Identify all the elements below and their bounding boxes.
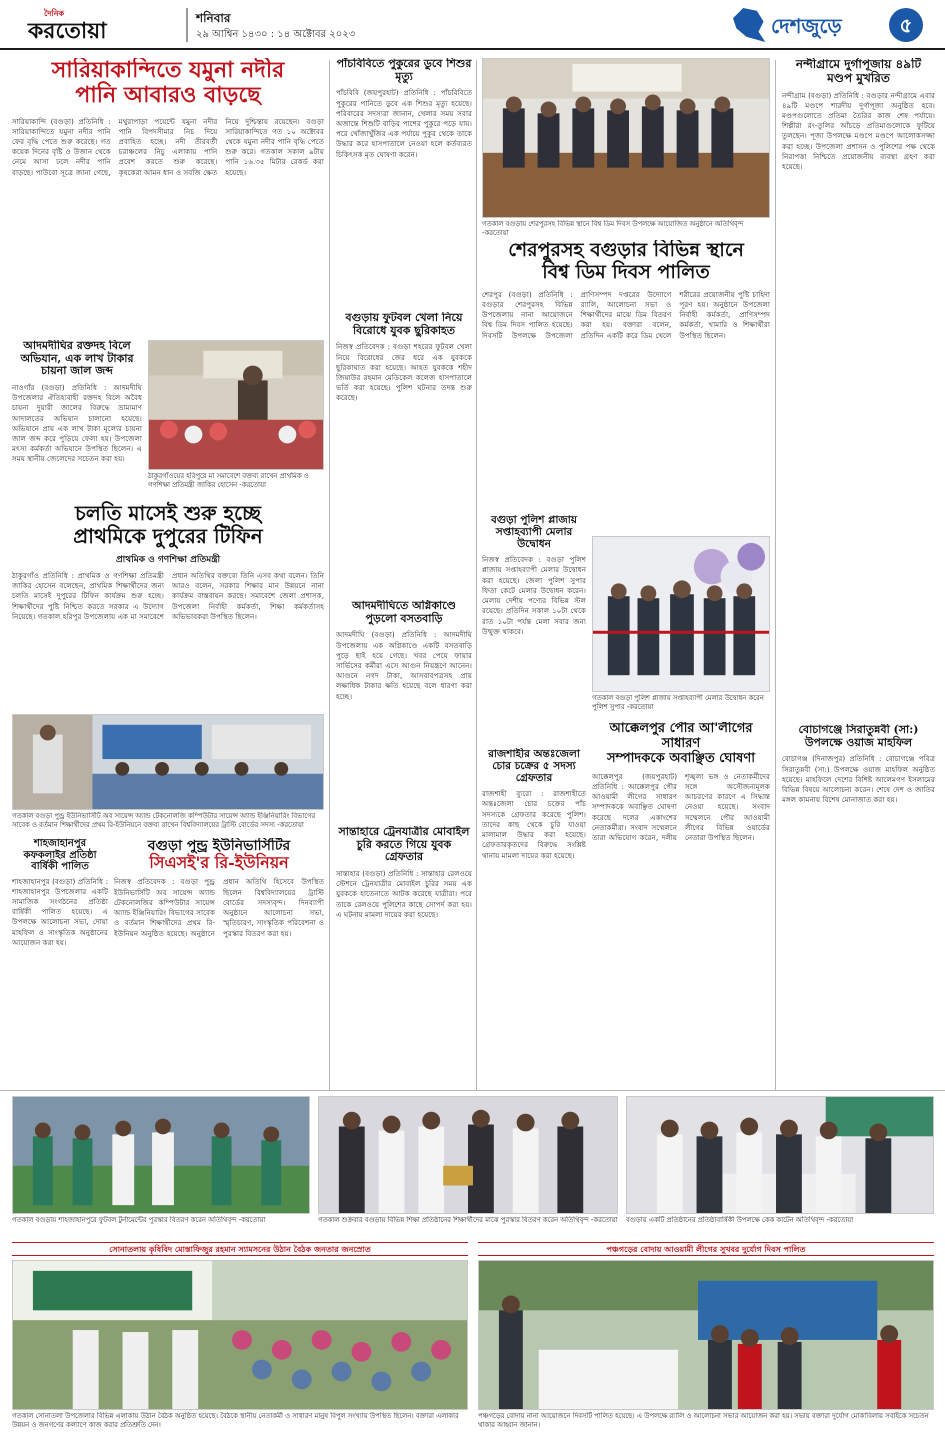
article-sariakandi — [12, 58, 324, 338]
masthead-divider — [186, 8, 188, 42]
article-headline: সান্তাহারে ট্রেনযাত্রীর মোবাইল চুরি করতে গিয়ে যুবক গ্রেফতার — [338, 826, 470, 864]
article-body: সান্তাহার (বগুড়া) প্রতিনিধি : সান্তাহার রেলওয়ে স্টেশনে ট্রেনযাত্রীর মোবাইল চুরির সময় এক যুবককে হাতেনাতে আটক করেছে যাত্রীরা। পরে তাকে রেলওয়ে পুলিশের কাছে সোপর্দ করা হয়। এ ঘটনায় মামলা দায়ের করা হয়েছে। — [336, 868, 472, 919]
article-body: শেরপুর (বগুড়া) প্রতিনিধি : বগুড়ার শেরপুরসহ বিভিন্ন উপজেলায় নানা আয়োজনে বিশ্ব ডিম দিবস পালিত হয়েছে। দিবসটি উপলক্ষে উপজেলা প্রাণিসম্পদ দপ্তরের উদ্যোগে র‌্যালি, আলোচনা সভা ও শিক্ষার্থীদের মাঝে ডিম বিতরণ করা হয়। বক্তারা বলেন, প্রতিদিন একটি করে ডিম খেলে শরীরের প্রয়োজনীয় পুষ্টি চাহিদা পূরণ হয়। অনুষ্ঠানে উপজেলা নির্বাহী কর্মকর্তা, প্রাণিসম্পদ কর্মকর্তা, খামারি ও শিক্ষার্থীরা উপস্থিত ছিলেন। — [482, 289, 770, 340]
photo-mother-rally — [148, 340, 324, 470]
row-rule — [0, 1090, 945, 1091]
article-headline: বোচাগঞ্জে সিরাতুন্নবী (সা:) উপলক্ষে ওয়াজ মাহফিল — [798, 724, 919, 749]
photo-image — [319, 1097, 617, 1213]
photo-caption: গতকাল বগুড়ায় শেরপুরসহ বিভিন্ন স্থানে বিশ্ব ডিম দিবস উপলক্ষে আয়োজিত অনুষ্ঠানে অতিথিবৃন্দ -করতোয়া — [482, 220, 744, 238]
publication-day: শনিবার — [196, 11, 231, 25]
article-tiffin — [12, 476, 324, 708]
article-body: বোচাগঞ্জ (দিনাজপুর) প্রতিনিধি : বোচাগঞ্জে পবিত্র সিরাতুন্নবী (সা:) উপলক্ষে ওয়াজ মাহফিল অনুষ্ঠিত হয়েছে। মাহফিলে দেশের বিশিষ্ট আলেমগণ ইসলামের বিভিন্ন বিষয়ে আলোচনা করেন। শেষে দেশ ও জাতির মঙ্গল কামনায় বিশেষ মোনাজাত করা হয়। — [782, 754, 935, 805]
article-pundra-reunion — [114, 838, 324, 1068]
photo-image — [479, 1261, 933, 1409]
bangladesh-map-icon — [733, 8, 767, 42]
page-number: ৫ — [889, 8, 923, 42]
photo-image — [593, 537, 769, 691]
banner-title: সোনাতলায় কৃষিবিদ মোস্তাফিজুর রহমান স্যামসনের উঠান বৈঠক জনতার জনস্রোত — [12, 1242, 468, 1256]
article-body: নিজস্ব প্রতিবেদক : বগুড়া শহরের ফুটবল খেলা নিয়ে বিরোধের জের ধরে এক যুবককে ছুরিকাঘাত করা হয়েছে। আহত যুবককে শহীদ জিয়াউর রহমান মেডিকেল কলেজ হাসপাতালে ভর্তি করা হয়েছে। পুলিশ ঘটনার তদন্ত শুরু করেছে। — [336, 342, 472, 403]
photo-image — [149, 341, 323, 469]
publication-date: ২৯ আশ্বিন ১৪৩০ : ১৪ অক্টোবর ২০২৩ — [196, 29, 356, 40]
article-body: আদমদীঘি (বগুড়া) প্রতিনিধি : আদমদীঘি উপজেলায় এক অগ্নিকাণ্ডে একটি বসতবাড়ি পুড়ে ছাই হয়ে গেছে। খবর পেয়ে ফায়ার সার্ভিসের কর্মীরা এসে আগুন নিয়ন্ত্রণে আনেন। আগুনে নগদ টাকা, আসবাবপত্রসহ প্রায় লক্ষাধিক টাকার ক্ষতি হয়েছে বলে ধারণা করা হচ্ছে। — [336, 630, 472, 701]
article-train-theft — [336, 826, 472, 1068]
photo-caption: গতকাল বগুড়া পুন্ড্র ইউনিভার্সিটি অব সায়েন্স অ্যান্ড টেকনোলজি কম্পিউটার সায়েন্স অ্যান্ড ইঞ্জিনিয়ারিং বিভাগের সাবেক ও বর্তমান শিক্ষার্থীদের প্রথম রি-ইউনিয়নে বক্তব্য রাখেন বিশ্ববিদ্যালয়ের ট্রাস্টি বোর্ডের সদস্য -করতোয়া — [12, 812, 316, 830]
article-headline: আক্কেলপুর পৌর আ'লীগের সাধারণ — [609, 722, 753, 751]
article-police-plaza-fair — [482, 514, 586, 744]
photo-caption: গতকাল শুক্রবার বগুড়ায় বিভিন্ন শিক্ষা প্রতিষ্ঠানের শিক্ষার্থীদের মাঝে পুরস্কার বিতরণ করেন অতিথিবৃন্দ -করতোয়া — [318, 1216, 618, 1224]
article-headline: বগুড়া পুন্ড্র ইউনিভার্সিটির — [147, 838, 291, 854]
article-egg-day — [482, 240, 770, 510]
column-rule — [775, 60, 776, 1090]
article-headline: সারিয়াকান্দিতে যমুনা নদীর — [51, 58, 285, 83]
article-headline: সম্পাদককে অবাঞ্ছিত ঘোষণা — [607, 750, 755, 766]
logo-tagline: দৈনিক — [44, 9, 65, 18]
photo-caption: ঠাকুরগাঁওয়ের হরিপুরে মা সমাবেশে বক্তব্য রাখেন প্রাথমিক ও গণশিক্ষা প্রতিমন্ত্রী জাকির হোসেন -করতোয়া — [148, 472, 309, 490]
article-football-stabbing — [336, 312, 472, 596]
article-body: ঠাকুরগাঁও প্রতিনিধি : প্রাথমিক ও গণশিক্ষা প্রতিমন্ত্রী জাকির হোসেন বলেছেন, প্রাথমিক শিক্ষার্থীদের জন্য চলতি মাসেই দুপুরের টিফিন কার্যক্রম শুরু হচ্ছে। শিক্ষার্থীদের পুষ্টি নিশ্চিত করতে সরকার এ উদ্যোগ নিয়েছে। গতকাল হরিপুর উপজেলায় এক মা সমাবেশে প্রধান অতিথির বক্তব্যে তিনি এসব কথা বলেন। তিনি আরও বলেন, সরকার শিক্ষার মান উন্নয়নে নানা কার্যক্রম বাস্তবায়ন করছে। সমাবেশে জেলা প্রশাসক, উপজেলা নির্বাহী কর্মকর্তা, শিক্ষা কর্মকর্তাসহ অভিভাবকরা উপস্থিত ছিলেন। — [12, 571, 324, 621]
photo-caption: পঞ্চগড়ের বোদায় নানা আয়োজনে দিবসটি পালিত হয়েছে। এ উপলক্ষে র‍্যালি ও আলোচনা সভার আয়োজন করা হয়। সভায় বক্তারা দুর্যোগ মোকাবিলায় সবাইকে সচেতন থাকার আহ্বান জানান। — [478, 1412, 929, 1430]
article-body: পাঁচবিবি (জয়পুরহাট) প্রতিনিধি : পাঁচবিবিতে পুকুরের পানিতে ডুবে এক শিশুর মৃত্যু হয়েছে। পরিবারের সদস্যরা জানান, খেলার সময় সবার অজান্তে শিশুটি বাড়ির পাশের পুকুরে পড়ে যায়। পরে খোঁজাখুঁজির এক পর্যায়ে পুকুর থেকে তাকে উদ্ধার করে হাসপাতালে নেওয়া হলে কর্তব্যরত চিকিৎসক মৃত ঘোষণা করেন। — [336, 88, 472, 159]
photo-football-prize — [12, 1096, 310, 1214]
photo-caption: গতকাল বগুড়ায় শাহজাহানপুরে ফুটবল টুর্নামেন্টের পুরস্কার বিতরণ করেন অতিথিবৃন্দ -করতোয়া — [12, 1216, 266, 1224]
photo-image — [13, 1261, 467, 1409]
article-headline: রাজশাহীর অন্তঃজেলা চোর চক্রের ৫ সদস্য গ্রেফতার — [488, 748, 580, 785]
photo-fair-inauguration — [592, 536, 770, 692]
photo-caption: বগুড়ায় একটি প্রতিষ্ঠানের প্রতিষ্ঠাবার্ষিকী উপলক্ষে কেক কাটেন অতিথিবৃন্দ -করতোয়া — [626, 1216, 854, 1224]
article-durga-puja — [782, 58, 935, 528]
article-akkelpur — [592, 722, 770, 1068]
photo-cake-cutting — [626, 1096, 934, 1214]
article-headline: প্রাথমিকে দুপুরের টিফিন — [73, 524, 263, 548]
article-headline: বগুড়ায় ফুটবল খেলা নিয়ে বিরোধে যুবক ছুরিকাহত — [345, 312, 463, 337]
article-body: আক্কেলপুর (জয়পুরহাট) প্রতিনিধি : আক্কেলপুর পৌর আওয়ামী লীগের সাধারণ সম্পাদককে অবাঞ্ছিত ঘোষণা করেছে দলের একাংশের নেতাকর্মীরা। সংবাদ সম্মেলনে তারা অভিযোগ করেন, দলীয় শৃঙ্খলা ভঙ্গ ও নেতাকর্মীদের সঙ্গে অসৌজন্যমূলক আচরণের কারণে এ সিদ্ধান্ত নেওয়া হয়েছে। সংবাদ সম্মেলনে পৌর আওয়ামী লীগের বিভিন্ন ওয়ার্ডের নেতারা উপস্থিত ছিলেন। — [592, 771, 770, 843]
photo-egg-day — [482, 58, 770, 218]
article-body: সারিয়াকান্দি (বগুড়া) প্রতিনিধি : সারিয়াকান্দিতে যমুনা নদীর পানি ফের বৃদ্ধি পেতে শুরু করেছে। গত কয়েক দিনের বৃষ্টি ও উজান থেকে নেমে আসা ঢলে নদীর পানি বাড়ছে। পাউবো সূত্রে জানা গেছে, মথুরাপাড়া পয়েন্টে যমুনা নদীর পানি বিপদসীমার নিচ দিয়ে প্রবাহিত হচ্ছে। নদী তীরবর্তী চরাঞ্চলের নিচু এলাকায় পানি প্রবেশ করতে শুরু করেছে। কৃষকেরা আমন ধান ও সবজি ক্ষেত নিয়ে দুশ্চিন্তায় রয়েছেন। বগুড়া সারিয়াকান্দিতে গত ১০ অক্টোবর থেকে যমুনা নদীর পানি বৃদ্ধি পেতে শুরু করে। গতকাল সকাল ৯টায় পানি ১৬.৩৫ মিটার রেকর্ড করা হয়েছে। — [12, 116, 324, 177]
banner-title: পঞ্চগড়ের বোদায় আওয়ামী লীগের সুখবর দুর্যোগ দিবস পালিত — [478, 1242, 934, 1256]
article-body: নাওগাঁর (বগুড়া) প্রতিনিধি : আদমদীঘি উপজেলার ঐতিহ্যবাহী রক্তদহ বিলে অবৈধ চায়না দুয়ারী জালের বিরুদ্ধে ভ্রাম্যমাণ আদালতের অভিযান চালানো হয়েছে। অভিযানে প্রায় এক লাখ টাকা মূল্যের চায়না জাল জব্দ করে পুড়িয়ে ফেলা হয়। উপজেলা মৎস্য কর্মকর্তা অভিযানে উপস্থিত ছিলেন। এ সময় স্থানীয় জেলেদের সচেতন করা হয়। — [12, 382, 142, 464]
photo-disaster-day — [478, 1260, 934, 1410]
article-body: নিজস্ব প্রতিবেদক : বগুড়া পুন্ড্র ইউনিভার্সিটি অব সায়েন্স অ্যান্ড টেকনোলজির কম্পিউটার সায়েন্স অ্যান্ড ইঞ্জিনিয়ারিং বিভাগের সাবেক ও বর্তমান শিক্ষার্থীদের প্রথম রি-ইউনিয়ন অনুষ্ঠিত হয়েছে। অনুষ্ঠানে প্রধান অতিথি হিসেবে উপস্থিত ছিলেন বিশ্ববিদ্যালয়ের ট্রাস্টি বোর্ডের সদস্যবৃন্দ। দিনব্যাপী অনুষ্ঠানে আলোচনা সভা, স্মৃতিচারণ, সাংস্কৃতিক পরিবেশনা ও পুরস্কার বিতরণ করা হয়। — [114, 877, 324, 938]
article-headline: নন্দীগ্রামে দুর্গাপূজায় ৪৯টি মণ্ডপ মুখরিত — [795, 58, 922, 85]
photo-image — [483, 59, 769, 217]
newspaper-logo: করতোয়া — [28, 18, 107, 44]
article-shahjahanpur — [12, 838, 108, 1068]
article-thief-gang — [482, 748, 586, 1068]
photo-image — [13, 715, 323, 809]
masthead — [0, 0, 945, 50]
article-body: নন্দীগ্রাম (বগুড়া) প্রতিনিধি : বগুড়ার নন্দীগ্রামে এবার ৪৯টি মণ্ডপে শারদীয় দুর্গাপূজা অনুষ্ঠিত হবে। মণ্ডপগুলোতে প্রতিমা তৈরির কাজ শেষ পর্যায়ে। শিল্পীরা রং-তুলির আঁচড়ে প্রতিমাগুলোকে ফুটিয়ে তুলছেন। পূজা উপলক্ষে মণ্ডপে মণ্ডপে আলোকসজ্জা করা হচ্ছে। উপজেলা প্রশাসন ও পুলিশের পক্ষ থেকে নিরাপত্তা নিশ্চিতে প্রয়োজনীয় ব্যবস্থা গ্রহণ করা হয়েছে। — [782, 90, 935, 172]
article-headline: শেরপুরসহ বগুড়ার বিভিন্ন স্থানে — [508, 240, 744, 261]
article-body: শাহজাহানপুর (বগুড়া) প্রতিনিধি : শাহজাহানপুর উপজেলার একটি সামাজিক সংগঠনের প্রতিষ্ঠা বার্ষিকী পালিত হয়েছে। এ উপলক্ষে আলোচনা সভা, দোয়া মাহফিল ও সাংস্কৃতিক অনুষ্ঠানের আয়োজন করা হয়। — [12, 876, 108, 947]
article-subhead: প্রাথমিক ও গণশিক্ষা প্রতিমন্ত্রী — [115, 555, 221, 565]
photo-caption: গতকাল সোনাতলা উপজেলার বিভিন্ন এলাকায় উঠান বৈঠক অনুষ্ঠিত হয়েছে। বৈঠকে স্থানীয় নেতাকর্মী ও সাধারণ মানুষ বিপুল সংখ্যায় উপস্থিত ছিলেন। বক্তারা এলাকার উন্নয়ন ও জনগণের কল্যাণে কাজ করার প্রতিশ্রুতি দেন। — [12, 1412, 459, 1430]
column-rule — [476, 60, 477, 1090]
article-headline: চলতি মাসেই শুরু হচ্ছে — [75, 501, 261, 525]
article-headline: সিএসই'র রি-ইউনিয়ন — [149, 853, 289, 873]
article-headline: আদমদীঘির রক্তদহ বিলে অভিযান, এক লাখ টাকার চায়না জাল জব্দ — [20, 340, 134, 378]
column-rule — [329, 60, 330, 1090]
article-fire — [336, 600, 472, 822]
article-headline: শাহজাহানপুর কফকলাইর প্রতিষ্ঠা বার্ষিকী পালিত — [23, 838, 97, 872]
article-headline: বগুড়া পুলিশ প্লাজায় সপ্তাহব্যাপী মেলার উদ্বোধন — [490, 514, 577, 551]
article-drowning — [336, 58, 472, 308]
article-headline: বিশ্ব ডিম দিবস পালিত — [542, 260, 710, 283]
photo-image — [13, 1097, 309, 1213]
photo-courtyard-meeting — [12, 1260, 468, 1410]
photo-university-event — [12, 714, 324, 810]
section-badge — [733, 8, 923, 42]
article-headline: আদমদীঘিতে অগ্নিকাণ্ডে পুড়লো বসতবাড়ি — [351, 600, 456, 625]
article-headline: পাঁচবিবিতে পুকুরের ডুবে শিশুর মৃত্যু — [336, 58, 472, 83]
photo-caption: গতকাল বগুড়া পুলিশ প্লাজায় সপ্তাহব্যাপী মেলার উদ্বোধন করেন পুলিশ সুপার -করতোয়া — [592, 694, 764, 712]
article-headline: পানি আবারও বাড়ছে — [75, 82, 261, 109]
article-body: রাজশাহী ব্যুরো : রাজশাহীতে অন্তঃজেলা চোর চক্রের পাঁচ সদস্যকে গ্রেফতার করেছে পুলিশ। তাদের কাছ থেকে চুরি যাওয়া মালামাল উদ্ধার করা হয়েছে। গ্রেফতারকৃতদের বিরুদ্ধে সংশ্লিষ্ট থানায় মামলা দায়ের করা হয়েছে। — [482, 789, 586, 860]
photo-student-prize — [318, 1096, 618, 1214]
section-title: দেশজুড়ে — [771, 14, 842, 38]
article-waz-mahfil — [782, 724, 935, 1068]
article-body: নিজস্ব প্রতিবেদক : বগুড়া পুলিশ প্লাজায় সপ্তাহব্যাপী মেলার উদ্বোধন করা হয়েছে। জেলা পুলিশ সুপার ফিতা কেটে মেলার উদ্বোধন করেন। মেলায় দেশীয় পণ্যের বিভিন্ন স্টল রয়েছে। প্রতিদিন সকাল ১০টা থেকে রাত ১০টা পর্যন্ত মেলা সবার জন্য উন্মুক্ত থাকবে। — [482, 555, 586, 636]
photo-image — [627, 1097, 933, 1213]
